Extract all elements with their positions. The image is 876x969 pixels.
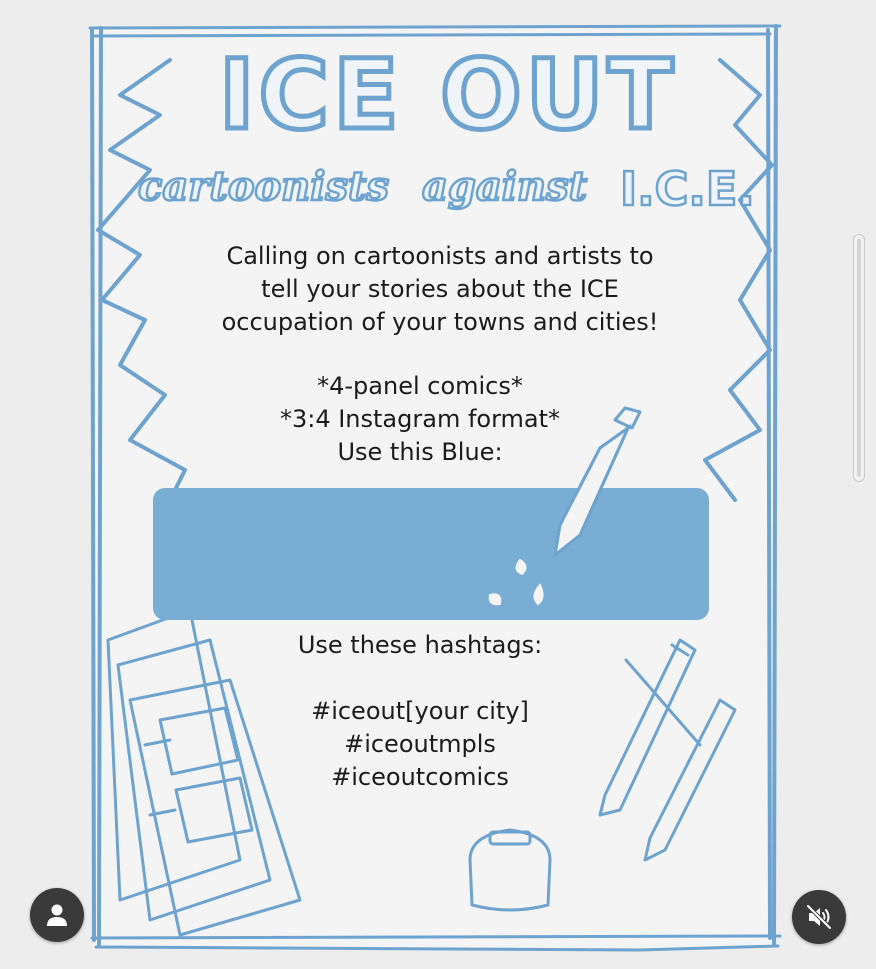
title-lettering <box>138 39 755 216</box>
speaker-muted-icon <box>805 903 833 931</box>
spec-line: *3:4 Instagram format* <box>279 405 561 433</box>
blue-swatch <box>153 488 709 620</box>
spec-text <box>140 370 700 469</box>
poster-subtitle-left: cartoonists <box>138 163 389 210</box>
spec-line: *4-panel comics* <box>317 372 523 400</box>
poster-subtitle-right: I.C.E. <box>620 162 755 216</box>
scrollbar-thumb[interactable] <box>857 239 861 477</box>
hashtag-item: #iceoutmpls <box>344 730 496 758</box>
hashtag-item: #iceout[your city] <box>311 697 529 725</box>
hashtag-item: #iceoutcomics <box>331 763 509 791</box>
scrollbar[interactable] <box>853 234 865 482</box>
intro-line: occupation of your towns and cities! <box>221 308 659 336</box>
intro-line: Calling on cartoonists and artists to <box>226 242 654 270</box>
intro-text <box>130 240 750 339</box>
hashtag-list <box>140 695 700 794</box>
spec-line: Use this Blue: <box>337 438 503 466</box>
mute-button[interactable] <box>792 890 846 944</box>
poster-subtitle-mid: against <box>422 163 588 210</box>
hashtag-heading: Use these hashtags: <box>297 631 543 659</box>
intro-line: tell your stories about the ICE <box>261 275 619 303</box>
user-icon <box>44 902 70 928</box>
tagged-users-button[interactable] <box>30 888 84 942</box>
poster-title: ICE OUT <box>218 39 678 151</box>
